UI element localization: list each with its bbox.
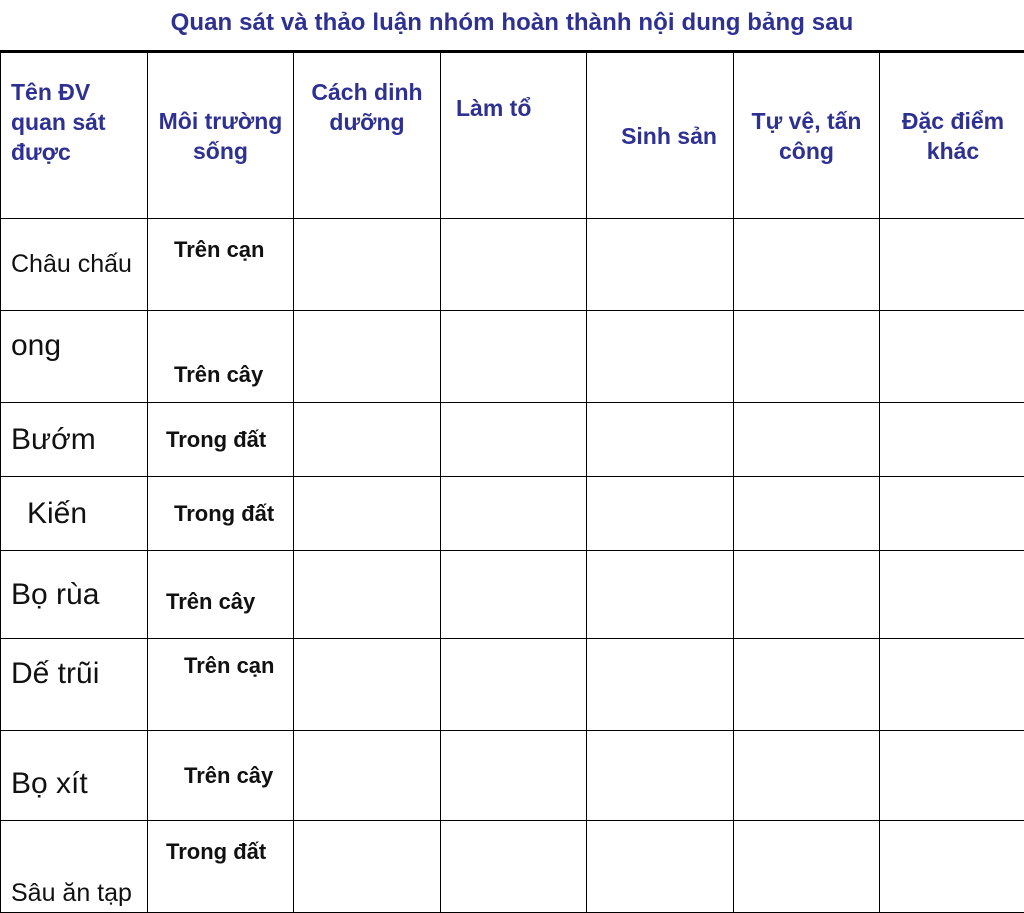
- header-habitat: Môi trường sống: [148, 52, 294, 219]
- animal-name-cell: Dế trũi: [1, 639, 148, 731]
- header-other-features: Đặc điểm khác: [880, 52, 1024, 219]
- reproduction-cell[interactable]: [587, 477, 734, 551]
- defense-cell[interactable]: [734, 219, 880, 311]
- habitat-cell: Trên cây: [148, 731, 294, 821]
- habitat-cell: Trong đất: [148, 477, 294, 551]
- header-row: [1, 52, 1024, 219]
- nutrition-cell[interactable]: [294, 403, 441, 477]
- reproduction-cell[interactable]: [587, 551, 734, 639]
- other-features-cell[interactable]: [880, 639, 1024, 731]
- defense-cell[interactable]: [734, 311, 880, 403]
- animal-name-cell: Bọ xít: [1, 731, 148, 821]
- observation-table: [0, 50, 1024, 913]
- nutrition-cell[interactable]: [294, 639, 441, 731]
- animal-name-cell: Bọ rùa: [1, 551, 148, 639]
- header-defense: Tự vệ, tấn công: [734, 52, 880, 219]
- defense-cell[interactable]: [734, 821, 880, 913]
- nutrition-cell[interactable]: [294, 551, 441, 639]
- defense-cell[interactable]: [734, 477, 880, 551]
- habitat-cell: Trên cạn: [148, 219, 294, 311]
- table-row: [1, 551, 1024, 639]
- table-row: [1, 219, 1024, 311]
- table-row: [1, 311, 1024, 403]
- defense-cell[interactable]: [734, 731, 880, 821]
- other-features-cell[interactable]: [880, 821, 1024, 913]
- nesting-cell[interactable]: [441, 639, 587, 731]
- nesting-cell[interactable]: [441, 821, 587, 913]
- header-animal-name: Tên ĐV quan sát được: [1, 52, 148, 219]
- nesting-cell[interactable]: [441, 477, 587, 551]
- other-features-cell[interactable]: [880, 403, 1024, 477]
- header-reproduction: Sinh sản: [587, 52, 734, 219]
- habitat-cell: Trên cây: [148, 551, 294, 639]
- nutrition-cell[interactable]: [294, 477, 441, 551]
- nesting-cell[interactable]: [441, 311, 587, 403]
- habitat-cell: Trong đất: [148, 403, 294, 477]
- reproduction-cell[interactable]: [587, 219, 734, 311]
- table-row: [1, 477, 1024, 551]
- nutrition-cell[interactable]: [294, 219, 441, 311]
- animal-name-cell: ong: [1, 311, 148, 403]
- defense-cell[interactable]: [734, 639, 880, 731]
- habitat-cell: Trong đất: [148, 821, 294, 913]
- reproduction-cell[interactable]: [587, 731, 734, 821]
- defense-cell[interactable]: [734, 551, 880, 639]
- other-features-cell[interactable]: [880, 311, 1024, 403]
- reproduction-cell[interactable]: [587, 311, 734, 403]
- other-features-cell[interactable]: [880, 477, 1024, 551]
- nutrition-cell[interactable]: [294, 311, 441, 403]
- habitat-cell: Trên cạn: [148, 639, 294, 731]
- table-row: [1, 639, 1024, 731]
- animal-name-cell: Châu chấu: [1, 219, 148, 311]
- nesting-cell[interactable]: [441, 551, 587, 639]
- habitat-cell: Trên cây: [148, 311, 294, 403]
- nesting-cell[interactable]: [441, 731, 587, 821]
- nutrition-cell[interactable]: [294, 821, 441, 913]
- reproduction-cell[interactable]: [587, 403, 734, 477]
- reproduction-cell[interactable]: [587, 639, 734, 731]
- nutrition-cell[interactable]: [294, 731, 441, 821]
- nesting-cell[interactable]: [441, 403, 587, 477]
- other-features-cell[interactable]: [880, 731, 1024, 821]
- reproduction-cell[interactable]: [587, 821, 734, 913]
- animal-name-cell: Sâu ăn tạp: [1, 821, 148, 913]
- other-features-cell[interactable]: [880, 551, 1024, 639]
- animal-name-cell: Bướm: [1, 403, 148, 477]
- header-nutrition: Cách dinh dưỡng: [294, 52, 441, 219]
- table-row: [1, 821, 1024, 913]
- other-features-cell[interactable]: [880, 219, 1024, 311]
- nesting-cell[interactable]: [441, 219, 587, 311]
- table-row: [1, 731, 1024, 821]
- animal-name-cell: Kiến: [1, 477, 148, 551]
- header-nesting: Làm tổ: [441, 52, 587, 219]
- table-row: [1, 403, 1024, 477]
- defense-cell[interactable]: [734, 403, 880, 477]
- page-title: Quan sát và thảo luận nhóm hoàn thành nội dung bảng sau: [0, 0, 1024, 48]
